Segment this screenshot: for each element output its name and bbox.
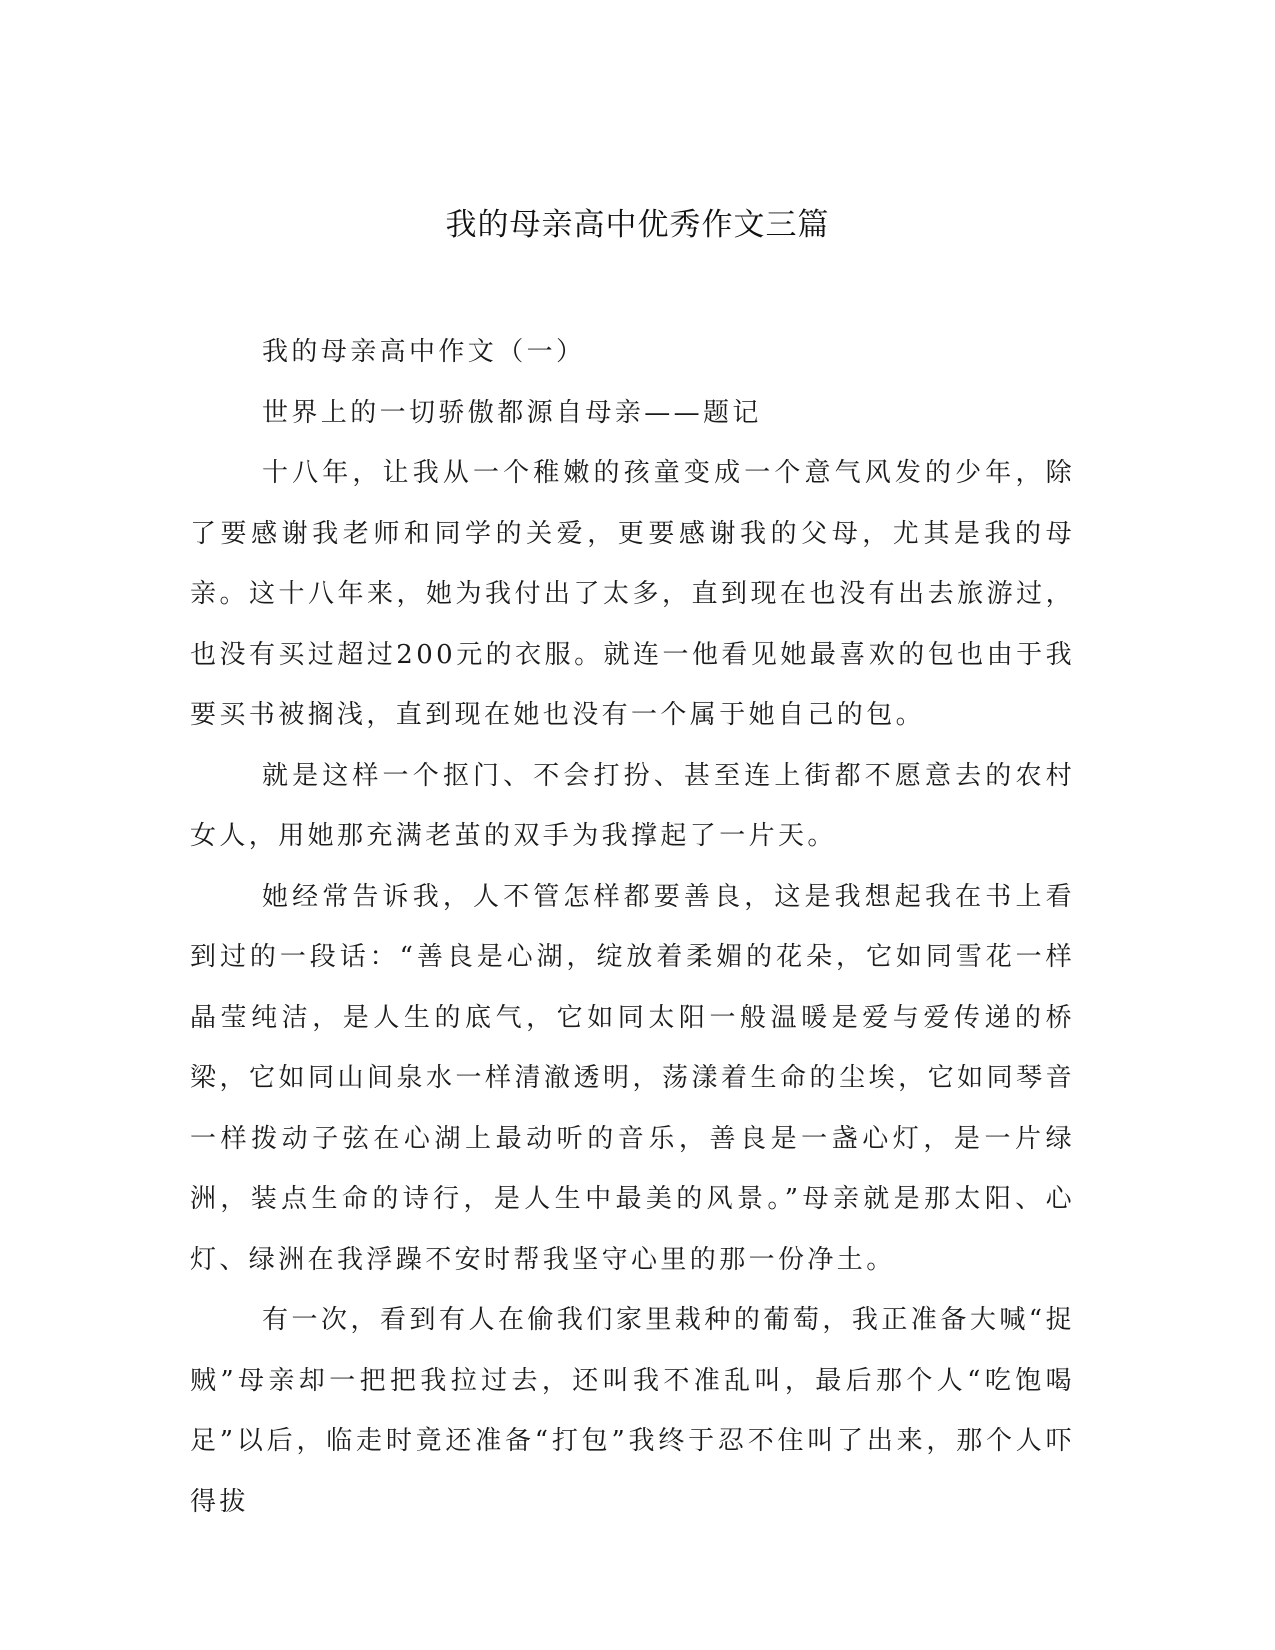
paragraph: 十八年，让我从一个稚嫩的孩童变成一个意气风发的少年，除了要感谢我老师和同学的关爱，更要感谢我的父母，尤其是我的母亲。这十八年来，她为我付出了太多，直到现在也没有出去旅游过，也没有买过超过200元的衣服。就连一他看见她最喜欢的包也由于我要买书被搁浅，直到现在她也没有一个属于她自己的包。 bbox=[190, 458, 1075, 730]
paragraph: 她经常告诉我，人不管怎样都要善良，这是我想起我在书上看到过的一段话：“善良是心湖，绽放着柔媚的花朵，它如同雪花一样晶莹纯洁，是人生的底气，它如同太阳一般温暖是爱与爱传递的桥梁，它如同山间泉水一样清澈透明，荡漾着生命的尘埃，它如同琴音一样拨动子弦在心湖上最动听的音乐，善良是一盏心灯，是一片绿洲，装点生命的诗行，是人生中最美的风景。”母亲就是那太阳、心灯、绿洲在我浮躁不安时帮我坚守心里的那一份净土。 bbox=[190, 881, 1075, 1275]
document-body bbox=[190, 322, 1075, 1532]
paragraph: 就是这样一个抠门、不会打扮、甚至连上街都不愿意去的农村女人，用她那充满老茧的双手为我撑起了一片天。 bbox=[190, 760, 1075, 851]
epigraph: 世界上的一切骄傲都源自母亲——题记 bbox=[262, 397, 762, 428]
paragraph: 有一次，看到有人在偷我们家里栽种的葡萄，我正准备大喊“捉贼”母亲却一把把我拉过去，还叫我不准乱叫，最后那个人“吃饱喝足”以后，临走时竟还准备“打包”我终于忍不住叫了出来，那个人吓得拔 bbox=[190, 1305, 1075, 1517]
document-title: 我的母亲高中优秀作文三篇 bbox=[445, 207, 830, 243]
essay-heading: 我的母亲高中作文（一） bbox=[262, 337, 586, 367]
